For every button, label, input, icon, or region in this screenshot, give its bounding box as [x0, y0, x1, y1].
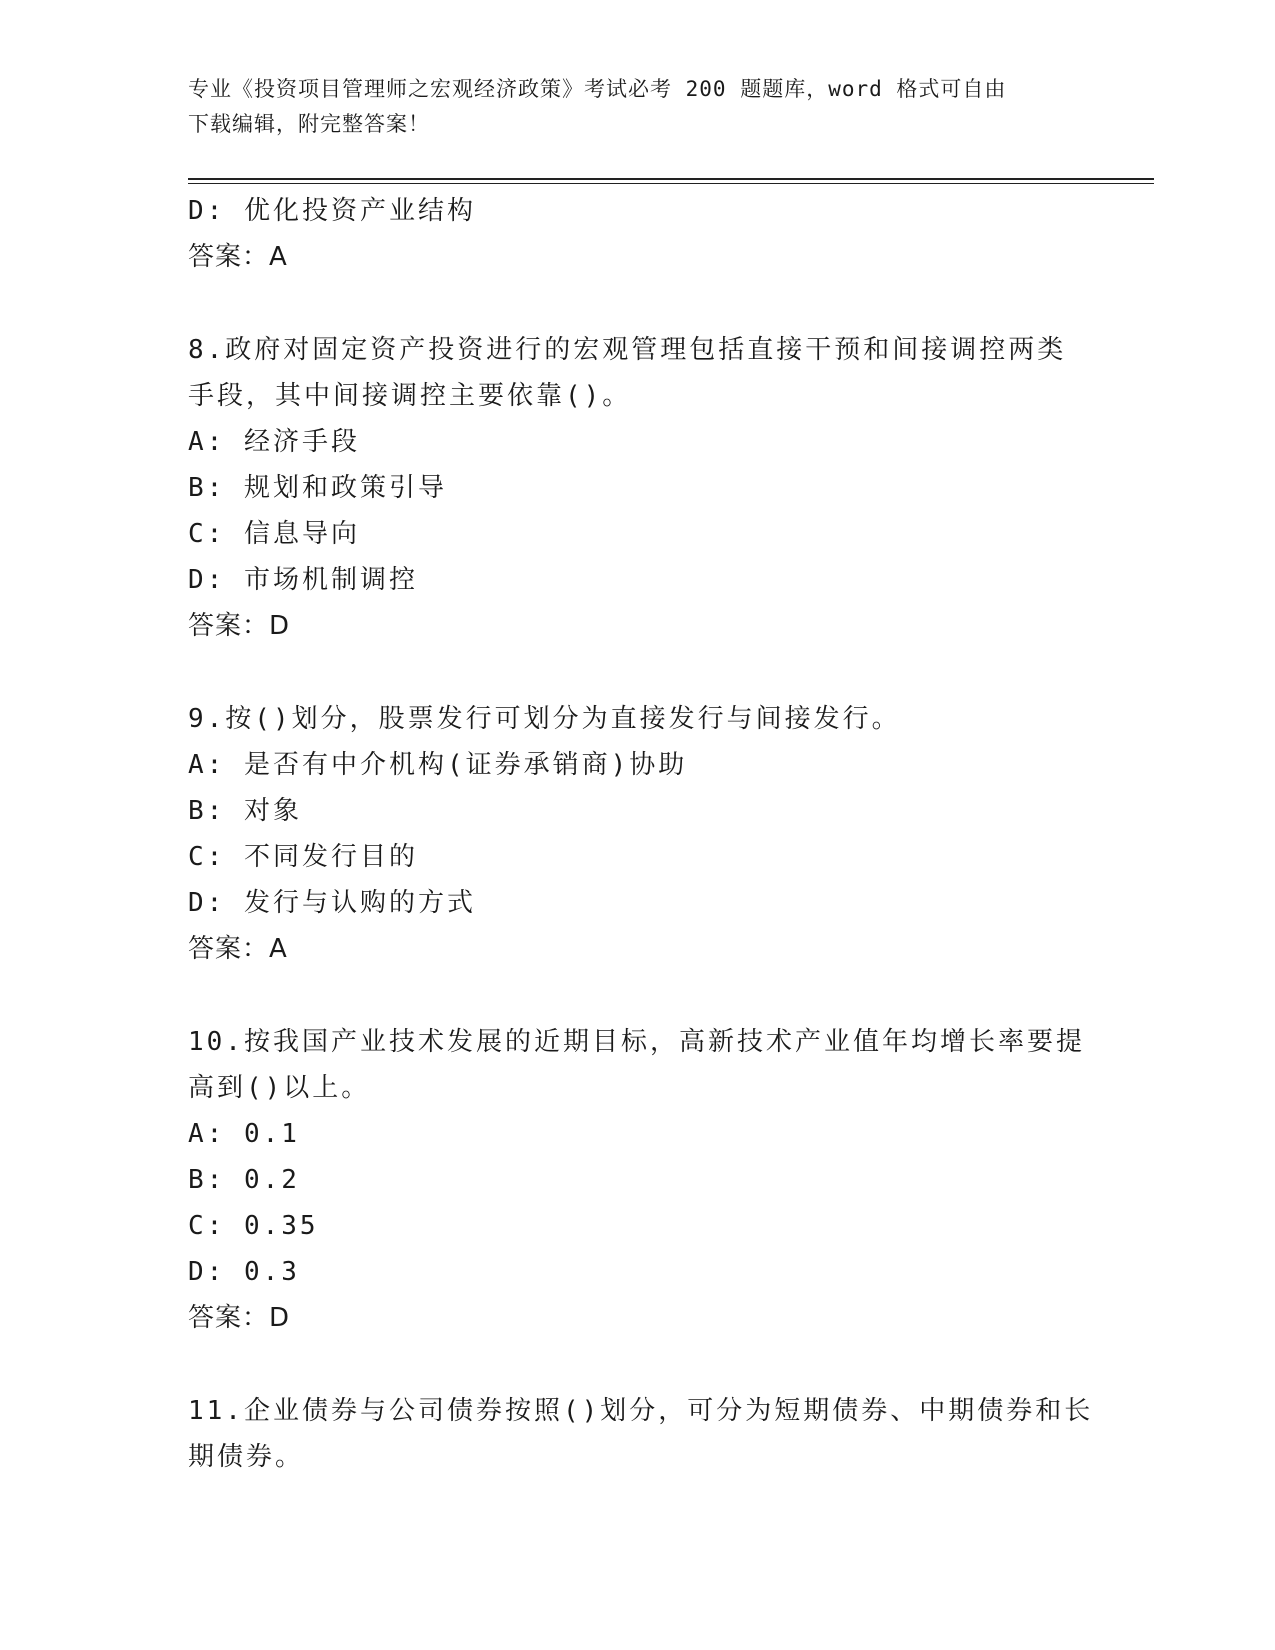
question-8: [188, 327, 1088, 649]
spacer: [188, 649, 1088, 696]
question-text: 9.按()划分，股票发行可划分为直接发行与间接发行。: [188, 704, 901, 734]
option-d: D: 优化投资产业结构: [188, 196, 476, 226]
header-line-2: 下载编辑，附完整答案！: [188, 112, 430, 136]
question-7-tail: [188, 188, 1088, 280]
question-text: 10.按我国产业技术发展的近期目标，高新技术产业值年均增长率要提: [188, 1027, 1085, 1057]
option-a: A: 经济手段: [188, 427, 360, 457]
question-list: [188, 188, 1094, 1480]
question-text: 高到()以上。: [188, 1073, 371, 1103]
spacer: [188, 1341, 1088, 1388]
question-text: 期债券。: [188, 1442, 305, 1472]
question-text: 11.企业债券与公司债券按照()划分，可分为短期债券、中期债券和长: [188, 1396, 1094, 1426]
option-d: D: 0.3: [188, 1257, 300, 1287]
question-text: 8.政府对固定资产投资进行的宏观管理包括直接干预和间接调控两类: [188, 335, 1067, 365]
header-divider-thin: [188, 183, 1154, 184]
answer: 答案：D: [188, 1303, 291, 1333]
spacer: [188, 972, 1088, 1019]
question-11: [188, 1388, 1094, 1480]
answer: 答案：D: [188, 611, 291, 641]
question-9: [188, 696, 1088, 972]
option-d: D: 市场机制调控: [188, 565, 418, 595]
option-c: C: 不同发行目的: [188, 842, 418, 872]
option-c: C: 0.35: [188, 1211, 319, 1241]
answer: 答案：A: [188, 242, 288, 272]
question-text: 手段，其中间接调控主要依靠()。: [188, 381, 632, 411]
option-b: B: 规划和政策引导: [188, 473, 447, 503]
option-b: B: 对象: [188, 796, 302, 826]
spacer: [188, 280, 1088, 327]
header-line-1: 专业《投资项目管理师之宏观经济政策》考试必考 200 题题库，word 格式可自由: [188, 77, 1007, 101]
question-10: [188, 1019, 1088, 1341]
document-header: [188, 72, 1088, 142]
option-d: D: 发行与认购的方式: [188, 888, 476, 918]
header-divider-thick: [188, 178, 1154, 180]
option-a: A: 0.1: [188, 1119, 300, 1149]
option-c: C: 信息导向: [188, 519, 360, 549]
option-a: A: 是否有中介机构(证券承销商)协助: [188, 750, 688, 780]
option-b: B: 0.2: [188, 1165, 300, 1195]
answer: 答案：A: [188, 934, 288, 964]
